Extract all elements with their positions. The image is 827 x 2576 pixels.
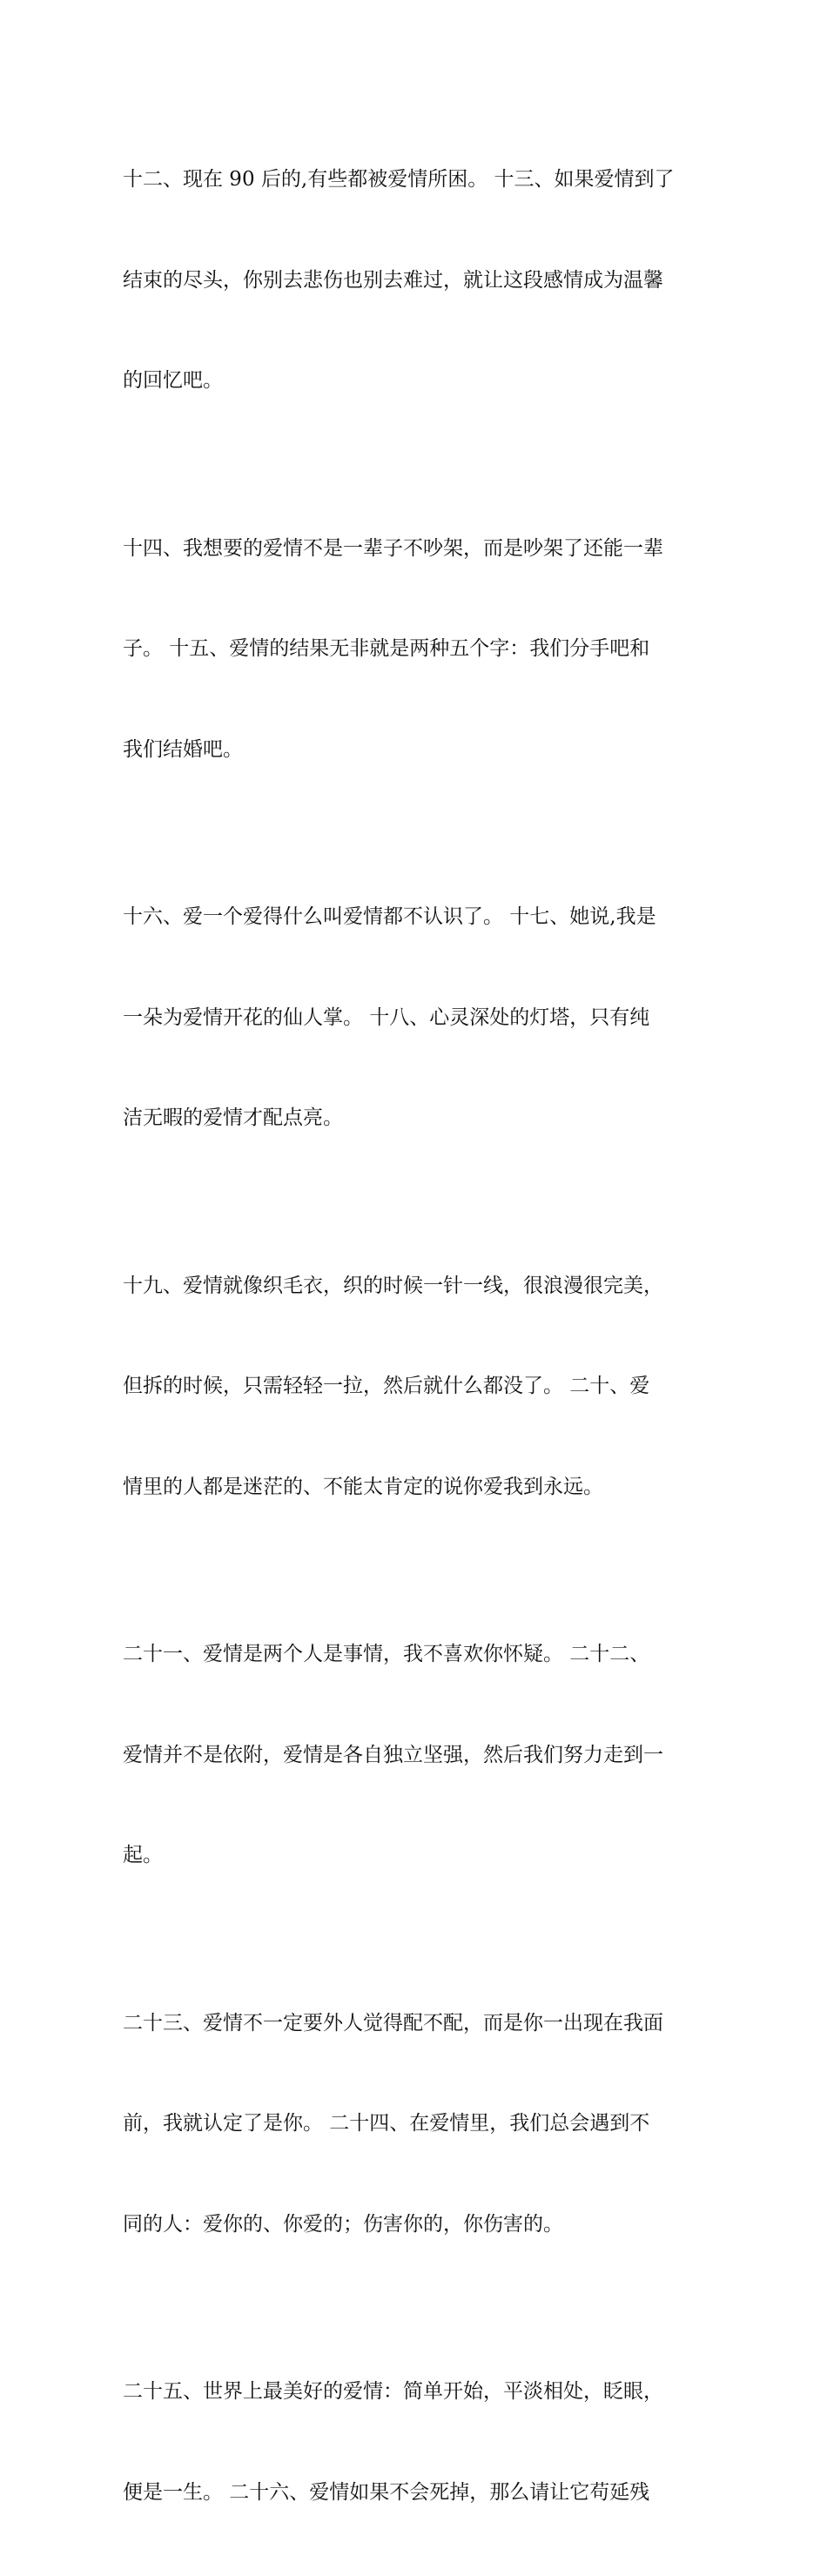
text-line: 二十三、爱情不一定要外人觉得配不配，而是你一出现在我面 [123,2011,663,2035]
paragraph-19-20 [123,1202,715,1571]
text-line: 十六、爱一个爱得什么叫爱情都不认识了。 十七、她说,我是 [123,905,656,928]
paragraph-21-22 [123,1570,715,1940]
text-line: 便是一生。 二十六、爱情如果不会死掉，那么请让它苟延残 [123,2480,650,2504]
text-line: 二十一、爱情是两个人是事情，我不喜欢你怀疑。 二十二、 [123,1643,650,1665]
text-line: 子。 十五、爱情的结果无非就是两种五个字：我们分手吧和 [123,637,650,660]
text-line: 前，我就认定了是你。 二十四、在爱情里，我们总会遇到不 [123,2112,650,2135]
text-line: 一朵为爱情开花的仙人掌。 十八、心灵深处的灯塔，只有纯 [123,1006,650,1029]
text-line: 的回忆吧。 [123,369,223,392]
text-line: 十二、现在 90 后的,有些都被爱情所困。 十三、如果爱情到了 [123,168,675,191]
text-line: 我们结婚吧。 [123,737,243,761]
paragraph-23-24 [123,1940,715,2309]
text-line: 二十五、世界上最美好的爱情：简单开始，平淡相处，眨眼， [123,2380,663,2403]
paragraph-25-26 [123,2308,715,2576]
text-line: 十九、爱情就像织毛衣，织的时候一针一线，很浪漫很完美， [123,1274,663,1297]
text-line: 情里的人都是迷茫的、不能太肯定的说你爱我到永远。 [123,1475,603,1498]
paragraph-14-15 [123,465,715,834]
paragraph-16-18 [123,833,715,1202]
paragraph-12-13 [123,96,715,465]
text-line: 爱情并不是依附，爱情是各自独立坚强，然后我们努力走到一 [123,1743,663,1766]
text-line: 但拆的时候，只需轻轻一拉，然后就什么都没了。 二十、爱 [123,1375,650,1397]
text-line: 结束的尽头，你别去悲伤也别去难过，就让这段感情成为温馨 [123,268,663,292]
text-line: 起。 [123,1844,163,1866]
document-body [123,96,715,2576]
text-line: 洁无暇的爱情才配点亮。 [123,1106,343,1129]
text-line: 十四、我想要的爱情不是一辈子不吵架，而是吵架了还能一辈 [123,536,663,560]
text-line: 同的人：爱你的、你爱的；伤害你的，你伤害的。 [123,2212,563,2236]
